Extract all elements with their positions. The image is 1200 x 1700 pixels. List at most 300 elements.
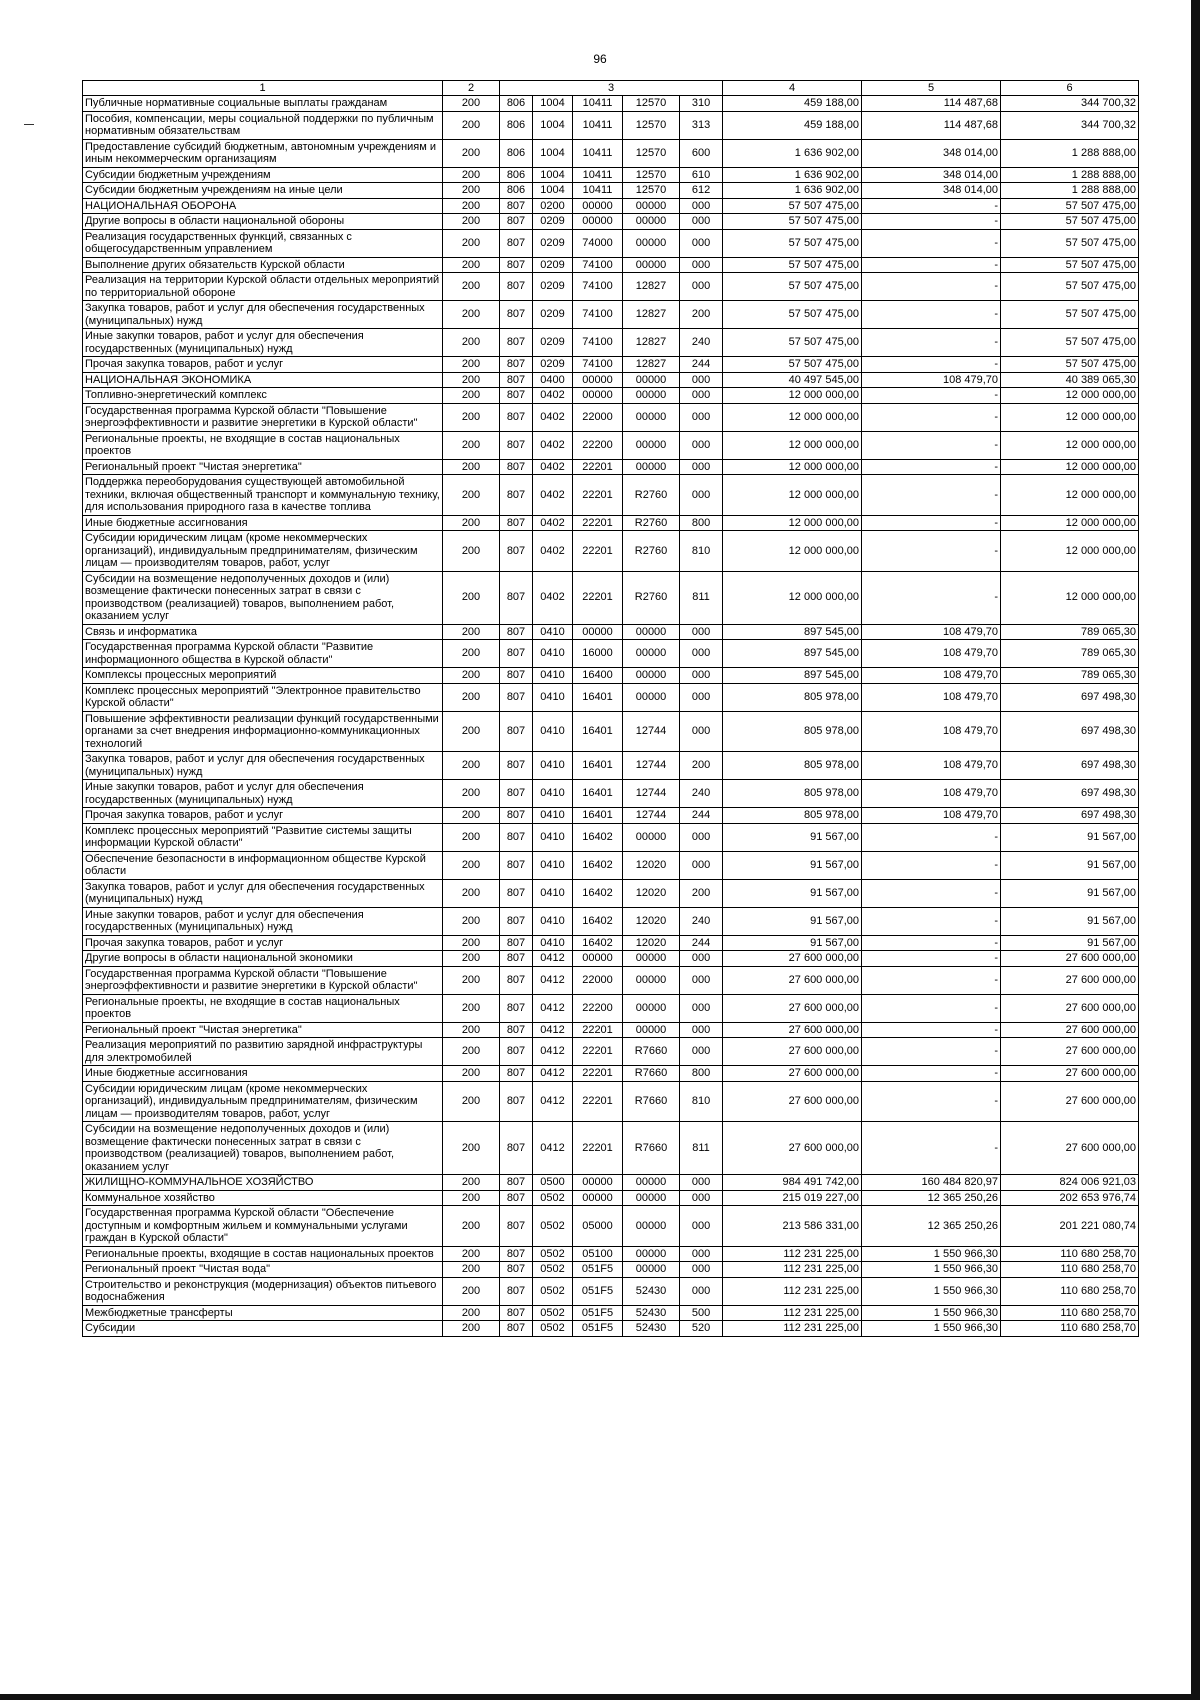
row-code-5: 22200 bbox=[573, 994, 623, 1022]
row-code-5: 16400 bbox=[573, 668, 623, 684]
row-code-6: 12744 bbox=[623, 808, 680, 824]
table-row bbox=[83, 1038, 1139, 1066]
row-code-4: 0502 bbox=[533, 1305, 573, 1321]
row-code-4: 0402 bbox=[533, 431, 573, 459]
row-code-4: 1004 bbox=[533, 96, 573, 112]
row-code-4: 0410 bbox=[533, 851, 573, 879]
row-name: Предоставление субсидий бюджетным, автономным учреждениям и иным некоммерческим организациям bbox=[83, 139, 443, 167]
row-code-3: 807 bbox=[500, 515, 533, 531]
table-row bbox=[83, 851, 1139, 879]
row-amount-5: 108 479,70 bbox=[862, 711, 1001, 752]
row-amount-4: 27 600 000,00 bbox=[723, 1022, 862, 1038]
row-name: Коммунальное хозяйство bbox=[83, 1190, 443, 1206]
table-row bbox=[83, 571, 1139, 624]
table-row bbox=[83, 403, 1139, 431]
row-amount-4: 27 600 000,00 bbox=[723, 951, 862, 967]
row-amount-5: 160 484 820,97 bbox=[862, 1175, 1001, 1191]
row-code-6: 12020 bbox=[623, 935, 680, 951]
row-name: НАЦИОНАЛЬНАЯ ЭКОНОМИКА bbox=[83, 372, 443, 388]
row-code-3: 807 bbox=[500, 808, 533, 824]
row-amount-5: - bbox=[862, 357, 1001, 373]
row-code-5: 22201 bbox=[573, 475, 623, 516]
row-amount-6: 91 567,00 bbox=[1001, 823, 1139, 851]
row-code-7: 310 bbox=[680, 96, 723, 112]
row-amount-6: 27 600 000,00 bbox=[1001, 1066, 1139, 1082]
row-code-3: 806 bbox=[500, 183, 533, 199]
table-row bbox=[83, 273, 1139, 301]
row-amount-4: 12 000 000,00 bbox=[723, 531, 862, 572]
row-name: Строительство и реконструкция (модернизация) объектов питьевого водоснабжения bbox=[83, 1277, 443, 1305]
row-amount-4: 12 000 000,00 bbox=[723, 571, 862, 624]
page-number: 96 bbox=[593, 52, 607, 66]
row-amount-6: 12 000 000,00 bbox=[1001, 388, 1139, 404]
row-amount-4: 27 600 000,00 bbox=[723, 994, 862, 1022]
row-amount-6: 27 600 000,00 bbox=[1001, 1038, 1139, 1066]
row-amount-4: 57 507 475,00 bbox=[723, 273, 862, 301]
table-row bbox=[83, 329, 1139, 357]
row-name: Реализация мероприятий по развитию зарядной инфраструктуры для электромобилей bbox=[83, 1038, 443, 1066]
row-code-7: 000 bbox=[680, 1038, 723, 1066]
row-code-3: 807 bbox=[500, 403, 533, 431]
row-code-5: 051F5 bbox=[573, 1305, 623, 1321]
row-code-7: 600 bbox=[680, 139, 723, 167]
row-code-2: 200 bbox=[443, 571, 500, 624]
row-name: Государственная программа Курской области "Повышение энергоэффективности и развитие энергетики в Курской области" bbox=[83, 403, 443, 431]
row-code-4: 0402 bbox=[533, 571, 573, 624]
row-name: Закупка товаров, работ и услуг для обеспечения государственных (муниципальных) нужд bbox=[83, 752, 443, 780]
row-code-2: 200 bbox=[443, 1262, 500, 1278]
row-amount-6: 697 498,30 bbox=[1001, 752, 1139, 780]
row-code-7: 240 bbox=[680, 329, 723, 357]
row-code-7: 000 bbox=[680, 1022, 723, 1038]
row-code-5: 00000 bbox=[573, 198, 623, 214]
row-code-5: 16401 bbox=[573, 752, 623, 780]
row-amount-5: - bbox=[862, 879, 1001, 907]
row-code-6: 12570 bbox=[623, 183, 680, 199]
row-code-6: 00000 bbox=[623, 951, 680, 967]
row-code-6: 00000 bbox=[623, 388, 680, 404]
row-amount-6: 57 507 475,00 bbox=[1001, 257, 1139, 273]
row-name: Публичные нормативные социальные выплаты гражданам bbox=[83, 96, 443, 112]
row-code-5: 00000 bbox=[573, 214, 623, 230]
row-amount-6: 110 680 258,70 bbox=[1001, 1262, 1139, 1278]
row-code-4: 0502 bbox=[533, 1190, 573, 1206]
row-code-2: 200 bbox=[443, 640, 500, 668]
row-code-2: 200 bbox=[443, 1206, 500, 1247]
row-code-6: 12020 bbox=[623, 907, 680, 935]
row-code-3: 807 bbox=[500, 1305, 533, 1321]
row-amount-4: 57 507 475,00 bbox=[723, 214, 862, 230]
row-code-6: 00000 bbox=[623, 668, 680, 684]
row-code-5: 00000 bbox=[573, 951, 623, 967]
row-code-3: 806 bbox=[500, 111, 533, 139]
row-name: Субсидии юридическим лицам (кроме некоммерческих организаций), индивидуальным предпринимателям, физическим лицам — производителям товаров, работ, услуг bbox=[83, 1081, 443, 1122]
row-code-4: 0412 bbox=[533, 1022, 573, 1038]
row-code-2: 200 bbox=[443, 752, 500, 780]
row-amount-4: 27 600 000,00 bbox=[723, 966, 862, 994]
row-code-4: 0412 bbox=[533, 1122, 573, 1175]
row-code-4: 0502 bbox=[533, 1277, 573, 1305]
row-code-6: 52430 bbox=[623, 1305, 680, 1321]
row-code-2: 200 bbox=[443, 879, 500, 907]
row-code-7: 000 bbox=[680, 1262, 723, 1278]
row-code-6: 52430 bbox=[623, 1321, 680, 1337]
row-amount-6: 697 498,30 bbox=[1001, 711, 1139, 752]
row-name: Другие вопросы в области национальной экономики bbox=[83, 951, 443, 967]
row-code-2: 200 bbox=[443, 951, 500, 967]
row-code-6: R2760 bbox=[623, 571, 680, 624]
row-code-4: 0502 bbox=[533, 1321, 573, 1337]
row-code-4: 0410 bbox=[533, 711, 573, 752]
row-name: Региональные проекты, не входящие в состав национальных проектов bbox=[83, 994, 443, 1022]
row-amount-4: 805 978,00 bbox=[723, 808, 862, 824]
row-amount-6: 57 507 475,00 bbox=[1001, 229, 1139, 257]
row-code-7: 244 bbox=[680, 808, 723, 824]
row-code-5: 22201 bbox=[573, 1066, 623, 1082]
row-code-4: 0410 bbox=[533, 780, 573, 808]
row-amount-5: - bbox=[862, 1081, 1001, 1122]
row-amount-5: 108 479,70 bbox=[862, 780, 1001, 808]
table-row bbox=[83, 139, 1139, 167]
row-code-3: 807 bbox=[500, 571, 533, 624]
row-code-2: 200 bbox=[443, 1321, 500, 1337]
table-row bbox=[83, 388, 1139, 404]
row-amount-5: - bbox=[862, 257, 1001, 273]
row-code-4: 0410 bbox=[533, 808, 573, 824]
row-code-4: 0500 bbox=[533, 1175, 573, 1191]
row-name: Комплекс процессных мероприятий "Развитие системы защиты информации Курской области" bbox=[83, 823, 443, 851]
row-code-5: 00000 bbox=[573, 388, 623, 404]
table-row bbox=[83, 357, 1139, 373]
row-code-2: 200 bbox=[443, 167, 500, 183]
row-amount-4: 57 507 475,00 bbox=[723, 301, 862, 329]
row-amount-4: 27 600 000,00 bbox=[723, 1038, 862, 1066]
row-code-3: 807 bbox=[500, 951, 533, 967]
row-code-6: 00000 bbox=[623, 683, 680, 711]
row-code-2: 200 bbox=[443, 1022, 500, 1038]
row-amount-4: 12 000 000,00 bbox=[723, 403, 862, 431]
row-code-2: 200 bbox=[443, 329, 500, 357]
row-code-6: 12020 bbox=[623, 851, 680, 879]
row-amount-5: - bbox=[862, 951, 1001, 967]
row-name: Субсидии на возмещение недополученных доходов и (или) возмещение фактически понесенных затрат в связи с производством (реализацией) товаров, выполнением работ, оказанием услуг bbox=[83, 1122, 443, 1175]
row-code-4: 0402 bbox=[533, 388, 573, 404]
row-code-6: 00000 bbox=[623, 823, 680, 851]
row-amount-5: - bbox=[862, 229, 1001, 257]
row-code-7: 000 bbox=[680, 257, 723, 273]
row-code-2: 200 bbox=[443, 183, 500, 199]
row-code-3: 807 bbox=[500, 357, 533, 373]
table-row bbox=[83, 1081, 1139, 1122]
row-code-7: 000 bbox=[680, 851, 723, 879]
row-amount-5: 12 365 250,26 bbox=[862, 1190, 1001, 1206]
row-amount-5: 108 479,70 bbox=[862, 752, 1001, 780]
table-row bbox=[83, 475, 1139, 516]
row-code-5: 74100 bbox=[573, 329, 623, 357]
row-code-2: 200 bbox=[443, 475, 500, 516]
row-code-3: 807 bbox=[500, 1321, 533, 1337]
row-code-6: R7660 bbox=[623, 1081, 680, 1122]
row-code-4: 1004 bbox=[533, 167, 573, 183]
row-amount-4: 57 507 475,00 bbox=[723, 198, 862, 214]
row-code-2: 200 bbox=[443, 198, 500, 214]
row-code-7: 000 bbox=[680, 823, 723, 851]
table-row bbox=[83, 752, 1139, 780]
row-amount-5: 1 550 966,30 bbox=[862, 1305, 1001, 1321]
row-name: Межбюджетные трансферты bbox=[83, 1305, 443, 1321]
row-code-5: 05000 bbox=[573, 1206, 623, 1247]
table-row bbox=[83, 1321, 1139, 1337]
row-amount-5: 1 550 966,30 bbox=[862, 1277, 1001, 1305]
table-row bbox=[83, 935, 1139, 951]
table-row bbox=[83, 1175, 1139, 1191]
row-code-6: 00000 bbox=[623, 1206, 680, 1247]
row-code-2: 200 bbox=[443, 1122, 500, 1175]
row-code-3: 807 bbox=[500, 1066, 533, 1082]
row-code-7: 000 bbox=[680, 273, 723, 301]
row-code-7: 000 bbox=[680, 1190, 723, 1206]
table-row bbox=[83, 214, 1139, 230]
table-row bbox=[83, 624, 1139, 640]
row-code-3: 807 bbox=[500, 935, 533, 951]
row-code-6: 12827 bbox=[623, 301, 680, 329]
row-amount-6: 110 680 258,70 bbox=[1001, 1321, 1139, 1337]
row-amount-6: 57 507 475,00 bbox=[1001, 329, 1139, 357]
row-code-6: 00000 bbox=[623, 403, 680, 431]
table-row bbox=[83, 711, 1139, 752]
row-code-3: 807 bbox=[500, 624, 533, 640]
row-code-3: 807 bbox=[500, 1122, 533, 1175]
row-code-5: 16401 bbox=[573, 780, 623, 808]
row-code-6: 00000 bbox=[623, 1175, 680, 1191]
row-amount-5: 348 014,00 bbox=[862, 139, 1001, 167]
row-name: Обеспечение безопасности в информационном обществе Курской области bbox=[83, 851, 443, 879]
row-amount-5: - bbox=[862, 851, 1001, 879]
table-row bbox=[83, 879, 1139, 907]
row-amount-4: 459 188,00 bbox=[723, 96, 862, 112]
row-amount-6: 202 653 976,74 bbox=[1001, 1190, 1139, 1206]
row-code-4: 0209 bbox=[533, 357, 573, 373]
row-code-5: 74100 bbox=[573, 357, 623, 373]
row-amount-6: 12 000 000,00 bbox=[1001, 475, 1139, 516]
row-code-2: 200 bbox=[443, 624, 500, 640]
row-code-3: 807 bbox=[500, 879, 533, 907]
row-code-6: 00000 bbox=[623, 198, 680, 214]
row-name: Субсидии бюджетным учреждениям bbox=[83, 167, 443, 183]
row-amount-4: 984 491 742,00 bbox=[723, 1175, 862, 1191]
row-code-2: 200 bbox=[443, 357, 500, 373]
row-code-2: 200 bbox=[443, 459, 500, 475]
row-code-2: 200 bbox=[443, 531, 500, 572]
row-code-3: 807 bbox=[500, 531, 533, 572]
row-code-5: 16402 bbox=[573, 935, 623, 951]
row-code-3: 807 bbox=[500, 1038, 533, 1066]
row-amount-5: 108 479,70 bbox=[862, 808, 1001, 824]
table-row bbox=[83, 1246, 1139, 1262]
row-amount-4: 112 231 225,00 bbox=[723, 1277, 862, 1305]
table-row bbox=[83, 229, 1139, 257]
row-code-5: 16402 bbox=[573, 851, 623, 879]
row-name: Другие вопросы в области национальной обороны bbox=[83, 214, 443, 230]
row-code-7: 000 bbox=[680, 229, 723, 257]
row-code-6: 00000 bbox=[623, 624, 680, 640]
row-name: Государственная программа Курской области "Обеспечение доступным и комфортным жильем и коммунальными услугами граждан в Курской области" bbox=[83, 1206, 443, 1247]
row-code-3: 807 bbox=[500, 1262, 533, 1278]
row-code-7: 000 bbox=[680, 459, 723, 475]
row-code-5: 16402 bbox=[573, 823, 623, 851]
row-amount-4: 12 000 000,00 bbox=[723, 515, 862, 531]
row-code-6: 00000 bbox=[623, 1262, 680, 1278]
row-code-6: 12827 bbox=[623, 357, 680, 373]
row-code-4: 0209 bbox=[533, 329, 573, 357]
row-amount-6: 27 600 000,00 bbox=[1001, 951, 1139, 967]
row-amount-4: 57 507 475,00 bbox=[723, 357, 862, 373]
row-code-4: 0412 bbox=[533, 994, 573, 1022]
row-amount-5: - bbox=[862, 935, 1001, 951]
row-code-2: 200 bbox=[443, 808, 500, 824]
row-code-5: 10411 bbox=[573, 139, 623, 167]
row-code-7: 000 bbox=[680, 668, 723, 684]
row-code-2: 200 bbox=[443, 711, 500, 752]
row-amount-4: 805 978,00 bbox=[723, 780, 862, 808]
row-code-4: 0400 bbox=[533, 372, 573, 388]
row-amount-4: 459 188,00 bbox=[723, 111, 862, 139]
row-code-5: 22201 bbox=[573, 571, 623, 624]
table-row bbox=[83, 372, 1139, 388]
row-amount-6: 27 600 000,00 bbox=[1001, 994, 1139, 1022]
row-code-2: 200 bbox=[443, 229, 500, 257]
row-code-5: 74100 bbox=[573, 273, 623, 301]
row-amount-6: 57 507 475,00 bbox=[1001, 301, 1139, 329]
row-code-4: 0410 bbox=[533, 752, 573, 780]
row-name: Субсидии юридическим лицам (кроме некоммерческих организаций), индивидуальным предпринимателям, физическим лицам — производителям товаров, работ, услуг bbox=[83, 531, 443, 572]
table-row bbox=[83, 1190, 1139, 1206]
row-code-2: 200 bbox=[443, 431, 500, 459]
row-code-5: 051F5 bbox=[573, 1321, 623, 1337]
row-code-4: 0410 bbox=[533, 823, 573, 851]
row-name: Иные закупки товаров, работ и услуг для обеспечения государственных (муниципальных) нужд bbox=[83, 780, 443, 808]
row-name: ЖИЛИЩНО-КОММУНАЛЬНОЕ ХОЗЯЙСТВО bbox=[83, 1175, 443, 1191]
table-row bbox=[83, 183, 1139, 199]
row-amount-6: 57 507 475,00 bbox=[1001, 214, 1139, 230]
row-amount-5: - bbox=[862, 329, 1001, 357]
row-amount-6: 27 600 000,00 bbox=[1001, 1081, 1139, 1122]
row-amount-4: 897 545,00 bbox=[723, 624, 862, 640]
row-amount-6: 57 507 475,00 bbox=[1001, 357, 1139, 373]
row-amount-5: 348 014,00 bbox=[862, 183, 1001, 199]
row-amount-5: 1 550 966,30 bbox=[862, 1321, 1001, 1337]
row-amount-4: 57 507 475,00 bbox=[723, 329, 862, 357]
row-amount-6: 1 288 888,00 bbox=[1001, 139, 1139, 167]
row-code-7: 000 bbox=[680, 388, 723, 404]
row-amount-5: - bbox=[862, 571, 1001, 624]
row-code-7: 200 bbox=[680, 879, 723, 907]
table-row bbox=[83, 459, 1139, 475]
row-amount-4: 91 567,00 bbox=[723, 907, 862, 935]
row-code-3: 807 bbox=[500, 668, 533, 684]
row-code-3: 807 bbox=[500, 1277, 533, 1305]
table-row bbox=[83, 301, 1139, 329]
row-code-2: 200 bbox=[443, 851, 500, 879]
row-amount-4: 12 000 000,00 bbox=[723, 431, 862, 459]
row-code-4: 0209 bbox=[533, 214, 573, 230]
row-amount-6: 40 389 065,30 bbox=[1001, 372, 1139, 388]
row-code-3: 807 bbox=[500, 257, 533, 273]
row-code-5: 00000 bbox=[573, 1175, 623, 1191]
row-code-6: 00000 bbox=[623, 1246, 680, 1262]
table-row bbox=[83, 257, 1139, 273]
row-amount-4: 112 231 225,00 bbox=[723, 1321, 862, 1337]
header-col-1: 1 bbox=[83, 81, 443, 96]
row-amount-4: 215 019 227,00 bbox=[723, 1190, 862, 1206]
row-code-4: 0402 bbox=[533, 403, 573, 431]
row-code-6: 00000 bbox=[623, 214, 680, 230]
table-row bbox=[83, 431, 1139, 459]
row-code-3: 807 bbox=[500, 388, 533, 404]
row-code-2: 200 bbox=[443, 1277, 500, 1305]
row-code-2: 200 bbox=[443, 273, 500, 301]
row-code-3: 806 bbox=[500, 167, 533, 183]
row-code-7: 000 bbox=[680, 994, 723, 1022]
row-code-6: 00000 bbox=[623, 459, 680, 475]
row-code-4: 0410 bbox=[533, 907, 573, 935]
row-code-7: 244 bbox=[680, 357, 723, 373]
row-amount-6: 110 680 258,70 bbox=[1001, 1305, 1139, 1321]
row-code-2: 200 bbox=[443, 935, 500, 951]
row-code-5: 10411 bbox=[573, 183, 623, 199]
row-code-7: 800 bbox=[680, 515, 723, 531]
row-code-6: 52430 bbox=[623, 1277, 680, 1305]
row-code-2: 200 bbox=[443, 683, 500, 711]
row-code-3: 807 bbox=[500, 475, 533, 516]
table-row bbox=[83, 668, 1139, 684]
row-code-6: 12020 bbox=[623, 879, 680, 907]
row-code-6: 00000 bbox=[623, 372, 680, 388]
row-code-6: R7660 bbox=[623, 1038, 680, 1066]
margin-mark bbox=[24, 124, 34, 125]
row-amount-4: 12 000 000,00 bbox=[723, 459, 862, 475]
row-amount-6: 12 000 000,00 bbox=[1001, 459, 1139, 475]
row-amount-4: 27 600 000,00 bbox=[723, 1081, 862, 1122]
row-code-7: 000 bbox=[680, 951, 723, 967]
row-name: Иные закупки товаров, работ и услуг для обеспечения государственных (муниципальных) нужд bbox=[83, 329, 443, 357]
row-amount-6: 110 680 258,70 bbox=[1001, 1277, 1139, 1305]
row-amount-4: 1 636 902,00 bbox=[723, 183, 862, 199]
row-code-4: 0502 bbox=[533, 1262, 573, 1278]
row-amount-6: 1 288 888,00 bbox=[1001, 167, 1139, 183]
table-row bbox=[83, 1206, 1139, 1247]
row-code-5: 22201 bbox=[573, 531, 623, 572]
row-code-5: 05100 bbox=[573, 1246, 623, 1262]
row-code-5: 22200 bbox=[573, 431, 623, 459]
row-code-5: 051F5 bbox=[573, 1262, 623, 1278]
row-amount-4: 57 507 475,00 bbox=[723, 229, 862, 257]
table-row bbox=[83, 808, 1139, 824]
row-amount-6: 697 498,30 bbox=[1001, 780, 1139, 808]
row-amount-5: - bbox=[862, 301, 1001, 329]
row-amount-4: 1 636 902,00 bbox=[723, 167, 862, 183]
row-code-4: 0402 bbox=[533, 459, 573, 475]
row-code-2: 200 bbox=[443, 1038, 500, 1066]
row-amount-6: 824 006 921,03 bbox=[1001, 1175, 1139, 1191]
row-code-5: 00000 bbox=[573, 624, 623, 640]
row-code-5: 10411 bbox=[573, 111, 623, 139]
row-code-5: 22000 bbox=[573, 966, 623, 994]
row-amount-5: 108 479,70 bbox=[862, 372, 1001, 388]
row-amount-4: 805 978,00 bbox=[723, 683, 862, 711]
row-amount-6: 12 000 000,00 bbox=[1001, 531, 1139, 572]
row-amount-4: 57 507 475,00 bbox=[723, 257, 862, 273]
